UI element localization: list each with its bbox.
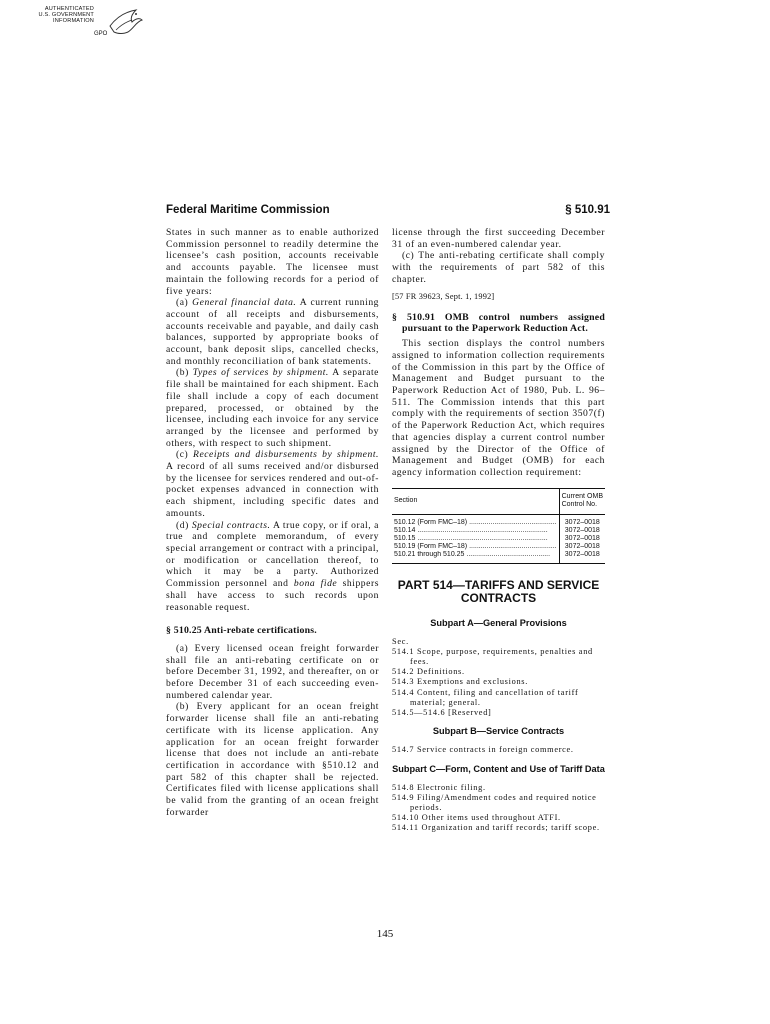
column-header: Section [392,488,559,514]
logo-line: AUTHENTICATED [44,6,94,12]
section-heading-510-91: § 510.91 OMB control numbers assigned pursuant to the Paperwork Reduction Act. [392,312,605,335]
section-heading-510-25: § 510.25 Anti-rebate certifications. [166,625,317,637]
running-head-title: Federal Maritime Commission [166,204,330,216]
para-label: (b) [176,367,189,379]
para-italic: bona fide [293,578,338,590]
toc-item: 514.10 Other items used throughout ATFI. [392,813,561,823]
table-cell: 510.15 ................................................................... [392,535,559,543]
table-cell: 3072–0018 [564,518,600,526]
toc-item: 514.3 Exemptions and exclusions. [392,677,529,687]
part-heading: PART 514—TARIFFS AND SERVICE CONTRACTS [397,577,600,606]
toc-item: 514.11 Organization and tariff records; tariff scope. [392,823,600,833]
logo-line: INFORMATION [53,18,94,25]
table-cell: 3072–0018 [564,535,600,543]
toc-label: Sec. [392,636,409,646]
para-text: A record of all sums received and/or disbursed by the licensee for services rendered and out-of-pocket expenses advanced in connection with each shipment, including specific dates and amounts. [166,461,379,519]
toc-item: 514.2 Definitions. [392,667,465,677]
paragraph-a [166,297,379,367]
paragraph: (a) Every licensed ocean freight forwarder shall file an anti-rebating certificate on or before December 31, 1992, and thereafter, on or before December 31 of each succeeding even-numbered calendar year. [166,642,379,701]
column-header: Current OMB Control No. [559,488,605,514]
left-column [166,227,379,818]
table-of-contents-c [392,783,605,834]
toc-item: 514.4 Content, filing and cancellation of tariff material; general. [392,687,579,707]
right-column [392,227,605,834]
subpart-heading-c: Subpart C—Form, Content and Use of Tariff Data [392,763,605,774]
table-row [392,535,605,543]
para-title: General financial data. [192,297,297,309]
table-row [392,527,605,535]
subpart-heading-b: Subpart B—Service Contracts [432,726,565,737]
subpart-heading-a: Subpart A—General Provisions [430,617,567,628]
para-label: (c) [176,449,189,461]
table-cell: 3072–0018 [564,526,600,534]
running-head-section: § 510.91 [565,204,610,216]
paragraph: license through the first succeeding December 31 of an even-numbered calendar year. [392,227,605,250]
para-label: (d) [176,519,189,531]
toc-item: 514.7 Service contracts in foreign commerce. [392,745,574,755]
para-text: A separate file shall be maintained for each shipment. Each file shall include a copy of each document prepared, processed, or obtained by the licensee, including each invoice for any service arranged by the licensee and performed by others, with respect to such shipment. [166,367,379,449]
table-of-contents-b [392,745,605,755]
para-title: Special contracts. [191,519,271,531]
table-cell: 510.12 (Form FMC–18) ............................................. [392,514,559,527]
table-cell: 3072–0018 [559,551,605,563]
logo-text [28,6,94,25]
paragraph: (c) The anti-rebating certificate shall comply with the requirements of part 582 of this chapter. [392,250,605,285]
para-title: Types of services by shipment. [192,367,329,379]
gpo-label: GPO [94,31,108,37]
paragraph: (b) Every applicant for an ocean freight forwarder license shall file an anti-rebating certificate with its license application. Any application for an ocean freight forwarder license that does not include an anti-rebate certification in accordance with §510.12 and part 582 of this chapter shall be rejected. Certificates filed with license applications shall be valid from the granting of an ocean freight forwarder [166,701,379,818]
table-cell: 3072–0018 [564,543,600,551]
table-cell: 510.21 through 510.25 ........................................... [392,551,559,563]
table-cell: 510.14 ................................................................... [392,527,559,535]
toc-item: 514.9 Filing/Amendment codes and required notice periods. [392,792,597,812]
paragraph: This section displays the control numbers assigned to information collection requirements of the Commission in this part by the Office of Management and Budget pursuant to the Paperwork Reduction Act of 1980, Pub. L. 96–511. The Commission intends that this part comply with the requirements of section 3507(f) of the Paperwork Reduction Act, which requires that agencies display a current control number assigned by the Director of the Office of Management and Budget (OMB) for each agency information collection requirement: [392,338,605,478]
eagle-icon [106,6,146,42]
table-of-contents-a [392,637,605,719]
toc-item: 514.1 Scope, purpose, requirements, penalties and fees. [392,646,593,667]
paragraph-c [166,449,379,519]
logo-line: U.S. GOVERNMENT [38,12,94,19]
table-row [392,551,605,563]
para-label: (a) [176,297,189,309]
toc-item: 514.8 Electronic filing. [392,782,486,792]
para-text: A current running account of all receipts and disbursements, accounts receivable and payable, and daily cash balances, supported by appropriate books of account, bank deposit slips, cancelled checks, and monthly reconciliation of bank statements. [166,297,380,367]
paragraph: States in such manner as to enable authorized Commission personnel to readily determine the licensee’s cash position, accounts receivable and accounts payable. The licensee must maintain the following records for a period of five years: [166,227,379,297]
table-cell: 510.19 (Form FMC–18) ............................................. [392,543,559,551]
toc-item: 514.5—514.6 [Reserved] [392,708,492,718]
paragraph-d [166,520,379,614]
para-text: shippers shall have access to such records upon reasonable request. [166,578,379,613]
gpo-authentication-logo [28,6,148,46]
page-number: 145 [376,928,394,940]
table-row [392,543,605,551]
omb-control-table [392,488,605,564]
table-row [392,514,605,527]
para-title: Receipts and disbursements by shipment. [193,449,379,461]
para-text: A true copy, or if oral, a true and complete memorandum, of every special arrangement or contract with a principal, or modification or cancellation thereof, to which it may be a party. Authorized Commission personnel and [166,519,379,590]
paragraph-b [166,367,379,449]
citation: [57 FR 39623, Sept. 1, 1992] [392,291,495,301]
